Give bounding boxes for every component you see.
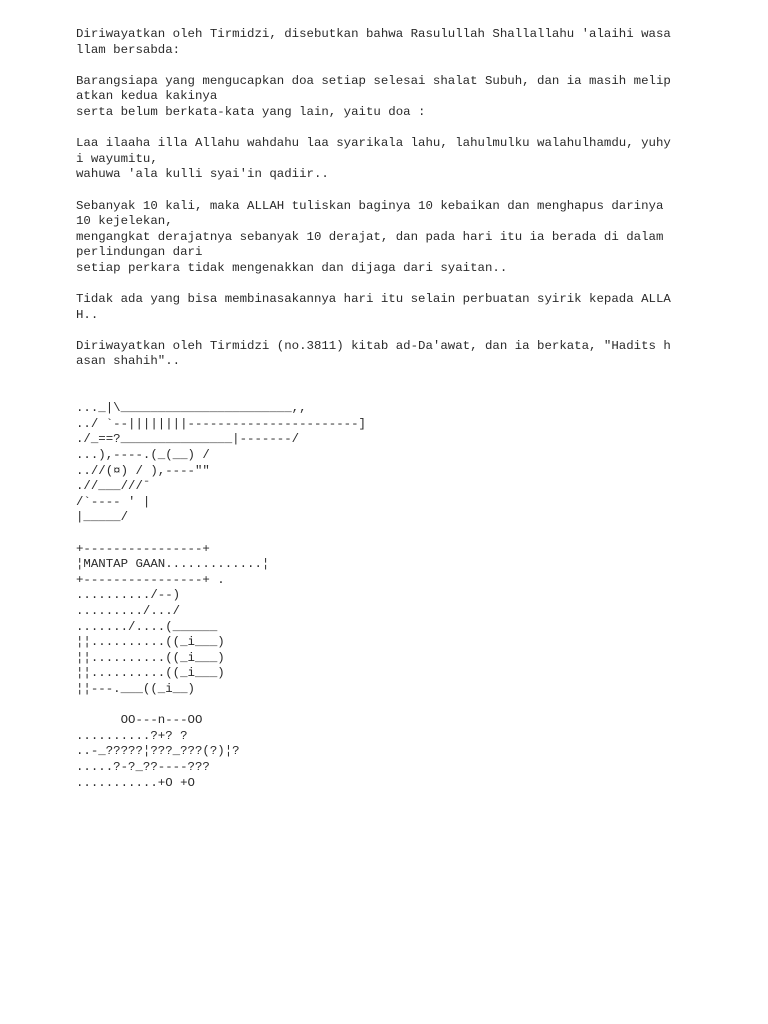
text-content	[76, 27, 686, 791]
text-line: +----------------+	[76, 541, 210, 556]
text-line: H..	[76, 307, 99, 322]
text-line: Diriwayatkan oleh Tirmidzi (no.3811) kitab ad-Da'awat, dan ia berkata, "Hadits h	[76, 338, 671, 353]
text-line: llam bersabda:	[76, 42, 181, 57]
text-line: ...),----.(_(__) /	[76, 448, 210, 463]
text-line: serta belum berkata-kata yang lain, yaitu doa :	[76, 104, 426, 119]
text-line: ../ `--||||||||-----------------------]	[76, 416, 366, 431]
text-line: ¦MANTAP GAAN.............¦	[76, 557, 270, 572]
text-line: ¦¦..........((_i___)	[76, 635, 225, 650]
blank-line	[76, 183, 686, 199]
text-line: ..-_?????¦???_???(?)¦?	[76, 744, 240, 759]
text-line: Tidak ada yang bisa membinasakannya hari itu selain perbuatan syirik kepada ALLA	[76, 292, 671, 307]
text-line: perlindungan dari	[76, 245, 203, 260]
text-line: .....?-?_??----???	[76, 759, 210, 774]
text-line: setiap perkara tidak mengenakkan dan dijaga dari syaitan..	[76, 260, 508, 275]
text-line: i wayumitu,	[76, 151, 158, 166]
text-line: mengangkat derajatnya sebanyak 10 derajat, dan pada hari itu ia berada di dalam	[76, 229, 664, 244]
text-line: ..//(¤) / ),----""	[76, 463, 210, 478]
text-line: +----------------+ .	[76, 572, 225, 587]
blank-line	[76, 526, 686, 542]
text-line: Diriwayatkan oleh Tirmidzi, disebutkan bahwa Rasulullah Shallallahu 'alaihi wasa	[76, 27, 671, 41]
text-line: 10 kejelekan,	[76, 214, 173, 229]
text-line: |_____/	[76, 510, 129, 525]
text-line: .//___///ˉ	[76, 479, 151, 494]
text-line: ......./....(______	[76, 619, 218, 634]
text-line: ¦¦..........((_i___)	[76, 666, 225, 681]
blank-line	[76, 698, 686, 714]
text-line: ¦¦..........((_i___)	[76, 650, 225, 665]
blank-line	[76, 58, 686, 74]
text-line: ..._|\_______________________,,	[76, 401, 307, 416]
blank-line	[76, 370, 686, 386]
text-line: Sebanyak 10 kali, maka ALLAH tuliskan baginya 10 kebaikan dan menghapus darinya	[76, 198, 664, 213]
blank-line	[76, 323, 686, 339]
text-line: wahuwa 'ala kulli syai'in qadiir..	[76, 167, 329, 182]
blank-line	[76, 386, 686, 402]
text-line: ........../--)	[76, 588, 181, 603]
text-line: ..........?+? ?	[76, 728, 188, 743]
text-line: ./_==?_______________|-------/	[76, 432, 300, 447]
text-line: Barangsiapa yang mengucapkan doa setiap selesai shalat Subuh, dan ia masih melip	[76, 73, 671, 88]
text-line: ........./.../	[76, 603, 181, 618]
text-line: Laa ilaaha illa Allahu wahdahu laa syarikala lahu, lahulmulku walahulhamdu, yuhy	[76, 136, 671, 151]
blank-line	[76, 121, 686, 137]
text-line: asan shahih"..	[76, 354, 181, 369]
blank-line	[76, 277, 686, 293]
text-line: ...........+O +O	[76, 775, 195, 790]
text-line: OO---n---OO	[76, 713, 203, 728]
text-line: atkan kedua kakinya	[76, 89, 218, 104]
text-line: ¦¦---.___((_i__)	[76, 681, 195, 696]
text-line: /`---- ' |	[76, 494, 151, 509]
